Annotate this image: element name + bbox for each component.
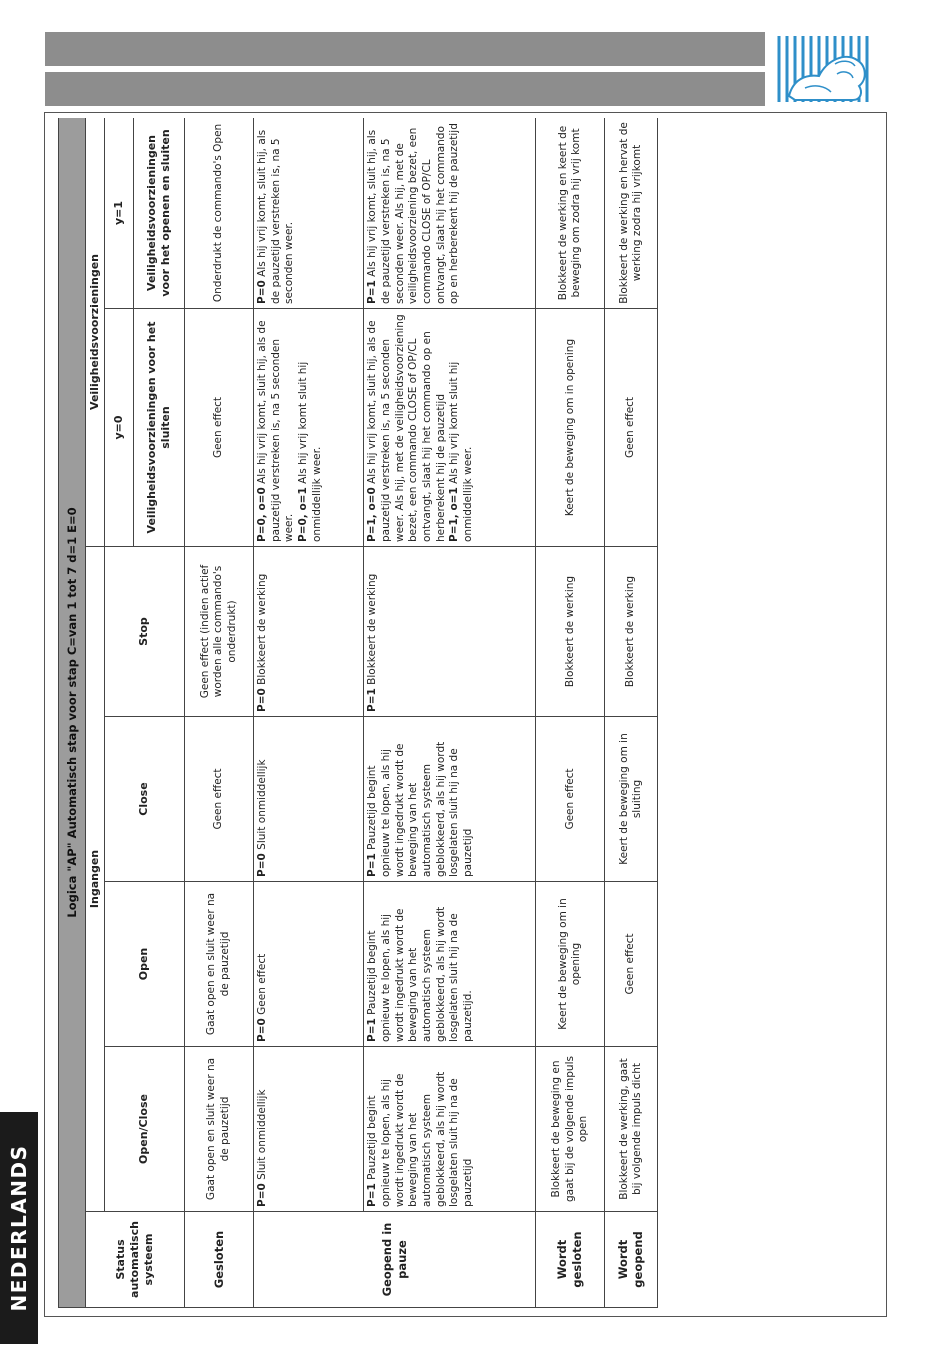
table-row: [364, 118, 536, 1308]
status-cell: Geopend in pauze: [254, 1212, 536, 1308]
cell: Blokkeert de werking, gaat bij volgende impuls dicht: [605, 1047, 658, 1212]
table-row: [184, 118, 253, 1308]
cell: [254, 547, 364, 717]
param-label: P=1, o=1: [448, 487, 461, 542]
cell-text: Als hij vrij komt sluit hij onmiddellijk weer.: [448, 361, 474, 542]
cell: Geen effect: [605, 309, 658, 547]
cell: Geen effect: [536, 717, 605, 882]
ingangen-header: Ingangen: [86, 547, 105, 1212]
cell: [364, 717, 536, 882]
cell: Geen effect: [605, 882, 658, 1047]
cell-text: Geen effect: [256, 953, 269, 1015]
param-label: P=1: [366, 853, 379, 877]
col-header-close: Close: [105, 717, 185, 882]
cell: [254, 1047, 364, 1212]
cell: Blokkeert de werking: [536, 547, 605, 717]
col-header-stop: Stop: [105, 547, 185, 717]
cell-text: Sluit onmiddellijk: [256, 759, 269, 850]
cell: Blokkeert de beweging en gaat bij de volgende impuls open: [536, 1047, 605, 1212]
cell: [254, 309, 364, 547]
cell: [364, 309, 536, 547]
col-header-y0-label: y=0: [105, 309, 134, 547]
cell: [364, 547, 536, 717]
cell-text: Blokkeert de werking: [256, 573, 269, 685]
header-bar-bottom: [45, 72, 765, 106]
param-label: P=0, o=1: [297, 487, 310, 542]
col-header-y1-label: y=1: [105, 118, 134, 309]
cell-text: Blokkeert de werking: [366, 573, 379, 685]
language-tab: [0, 1112, 38, 1344]
col-header-open: Open: [105, 882, 185, 1047]
cell: Onderdrukt de commando's Open: [184, 118, 253, 309]
logic-table-container: [58, 118, 658, 1308]
cell: [254, 717, 364, 882]
cell-text: Pauzetijd begint opnieuw te lopen, als hij wordt ingedrukt wordt de beweging van het automatisch systeem geblokkeerd, als hij wordt losgelaten sluit hij na de pauzetijd: [366, 741, 474, 877]
cell: Gaat open en sluit weer na de pauzetijd: [184, 882, 253, 1047]
col-header-status: Status automatisch systeem: [86, 1212, 185, 1308]
cell: [254, 882, 364, 1047]
header-bar-top: [45, 32, 765, 66]
cell: Keert de beweging om in opening: [536, 309, 605, 547]
cell: Gaat open en sluit weer na de pauzetijd: [184, 1047, 253, 1212]
table-row: [536, 118, 605, 1308]
table-row: [254, 118, 364, 1308]
param-label: P=1: [366, 280, 379, 304]
param-label: P=0: [256, 853, 269, 877]
col-header-openclose: Open/Close: [105, 1047, 185, 1212]
status-cell: Wordt gesloten: [536, 1212, 605, 1308]
logic-table: [58, 118, 658, 1308]
param-label: P=0, o=0: [256, 487, 269, 542]
language-label: NEDERLANDS: [7, 1144, 31, 1312]
cell: [254, 118, 364, 309]
cell: Keert de beweging om in sluiting: [605, 717, 658, 882]
cell: Blokkeert de werking: [605, 547, 658, 717]
col-header-y0: Veiligheidsvoorzieningen voor het sluiten: [134, 309, 185, 547]
param-label: P=0: [256, 280, 269, 304]
cell-text: Als hij vrij komt, sluit hij, als de pauzetijd verstreken is, na 5 seconden weer.: [256, 320, 296, 542]
table-title: Logica "AP" Automatisch stap voor stap C=van 1 tot 7 d=1 E=0: [59, 118, 86, 1308]
cell: Geen effect: [184, 717, 253, 882]
param-label: P=1: [366, 1183, 379, 1207]
param-label: P=0: [256, 688, 269, 712]
param-label: P=1, o=0: [366, 487, 379, 542]
cell-text: Sluit onmiddellijk: [256, 1089, 269, 1180]
status-cell: Wordt geopend: [605, 1212, 658, 1308]
cell: [364, 1047, 536, 1212]
veiligheid-header: Veiligheidsvoorzieningen: [86, 118, 105, 547]
param-label: P=0: [256, 1183, 269, 1207]
cell-text: Pauzetijd begint opnieuw te lopen, als hij wordt ingedrukt wordt de beweging van het automatisch systeem geblokkeerd, als hij wordt losgelaten sluit hij na de pauzetijd.: [366, 906, 474, 1042]
cell: Keert de beweging om in opening: [536, 882, 605, 1047]
cell: [364, 882, 536, 1047]
cell: Geen effect (indien actief worden alle commando's onderdrukt): [184, 547, 253, 717]
cell: Blokkeert de werking en hervat de werking zodra hij vrijkomt: [605, 118, 658, 309]
cell: Blokkeert de werking en keert de beweging om zodra hij vrij komt: [536, 118, 605, 309]
status-cell: Gesloten: [184, 1212, 253, 1308]
cell-text: Als hij vrij komt, sluit hij, als de pauzetijd verstreken is, na 5 seconden weer.: [256, 129, 296, 304]
param-label: P=1: [366, 1018, 379, 1042]
cell-text: Pauzetijd begint opnieuw te lopen, als hij wordt ingedrukt wordt de beweging van het automatisch systeem geblokkeerd, als hij wordt losgelaten sluit hij na de pauzetijd: [366, 1071, 474, 1207]
param-label: P=0: [256, 1018, 269, 1042]
cell-text: Als hij vrij komt sluit hij onmiddellijk weer.: [297, 361, 323, 542]
col-header-y1: Veiligheidsvoorzieningen voor het openen en sluiten: [134, 118, 185, 309]
cell: Geen effect: [184, 309, 253, 547]
lion-logo-icon: [775, 30, 873, 108]
table-row: [605, 118, 658, 1308]
cell-text: Als hij vrij komt, sluit hij, als de pauzetijd verstreken is, na 5 seconden weer. Als hij, met de veiligheidsvoorziening bezet, een commando CLOSE of OP/CL ontvangt, slaat hij het commando op en herberekent hij de pauzetijd: [366, 123, 461, 304]
cell: [364, 118, 536, 309]
param-label: P=1: [366, 688, 379, 712]
cell-text: Als hij vrij komt, sluit hij, als de pauzetijd verstreken is, na 5 seconden weer. Als hij, met de veiligheidsvoorziening bezet, een commando CLOSE of OP/CL ontvangt, slaat hij het commando op en herberekent hij de pauzetijd: [366, 314, 447, 542]
